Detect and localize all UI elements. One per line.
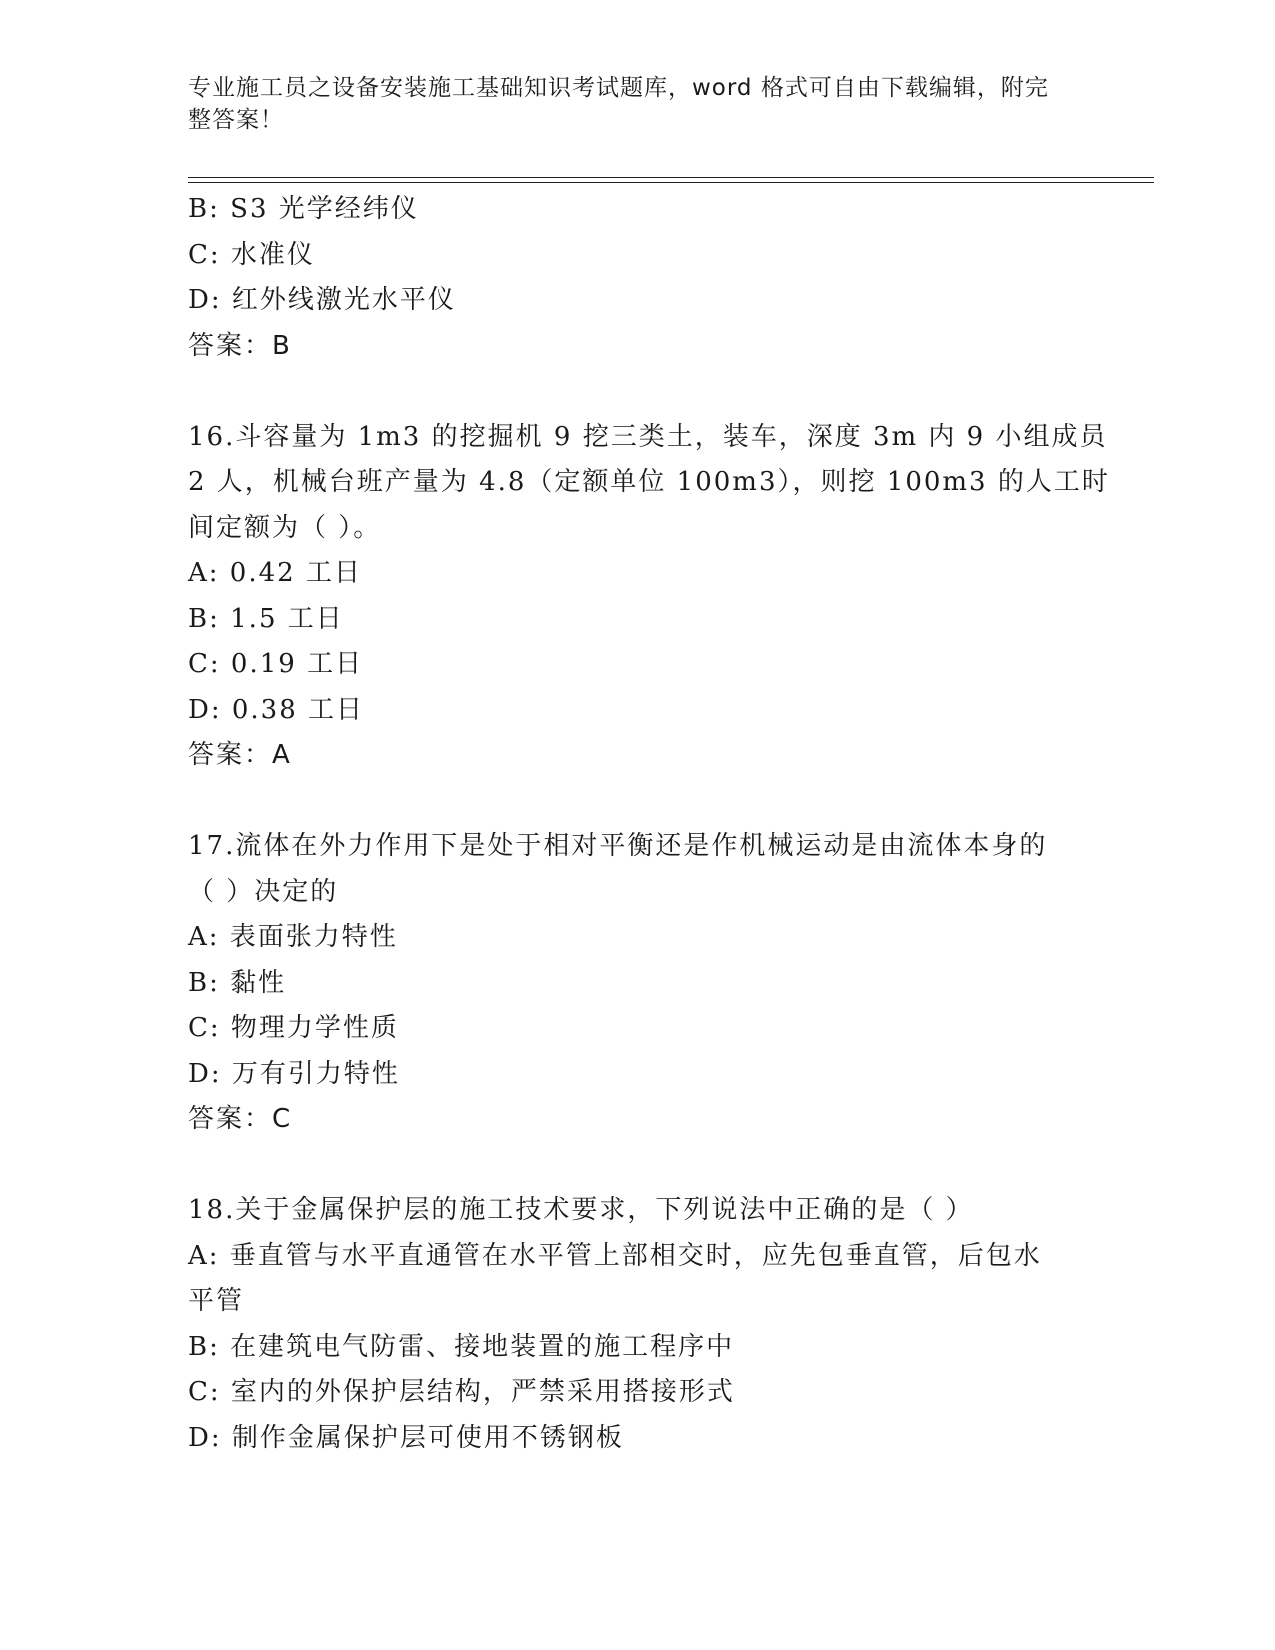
option-a-line-1: A: 垂直管与水平直通管在水平管上部相交时，应先包垂直管，后包水 bbox=[188, 1240, 1042, 1271]
option-b: B: 黏性 bbox=[188, 967, 287, 998]
question-18 bbox=[188, 1188, 1088, 1461]
question-text-line-2: 2 人，机械台班产量为 4.8（定额单位 100m3），则挖 100m3 的人工时 bbox=[188, 467, 1110, 497]
header-line-1: 专业施工员之设备安装施工基础知识考试题库，word 格式可自由下载编辑，附完 bbox=[188, 75, 1049, 101]
option-a-line-2: 平管 bbox=[188, 1286, 245, 1316]
option-c: C: 室内的外保护层结构，严禁采用搭接形式 bbox=[188, 1377, 735, 1407]
question-text-line-1: 18.关于金属保护层的施工技术要求，下列说法中正确的是（ ） bbox=[188, 1195, 974, 1225]
option-d: D: 0.38 工日 bbox=[188, 694, 365, 725]
document-header bbox=[188, 72, 1068, 136]
question-text-line-3: 间定额为（ ）。 bbox=[188, 512, 382, 543]
header-line-2: 整答案！ bbox=[188, 107, 284, 133]
answer-line: 答案：A bbox=[188, 740, 292, 770]
option-b: B: 1.5 工日 bbox=[188, 603, 344, 634]
spacer bbox=[188, 1143, 1088, 1189]
question-text-line-1: 17.流体在外力作用下是处于相对平衡还是作机械运动是由流体本身的 bbox=[188, 831, 1048, 861]
answer-line: 答案：C bbox=[188, 1104, 293, 1134]
option-c: C: 物理力学性质 bbox=[188, 1013, 399, 1043]
question-text-line-1: 16.斗容量为 1m3 的挖掘机 9 挖三类土，装车，深度 3m 内 9 小组成员 bbox=[188, 421, 1108, 452]
spacer bbox=[188, 779, 1088, 825]
spacer bbox=[188, 369, 1088, 415]
option-d: D: 万有引力特性 bbox=[188, 1058, 400, 1089]
option-b: B: 在建筑电气防雷、接地装置的施工程序中 bbox=[188, 1331, 735, 1362]
question-15 bbox=[188, 187, 1088, 369]
answer-line: 答案：B bbox=[188, 330, 292, 361]
option-a: A: 0.42 工日 bbox=[188, 558, 362, 588]
question-17 bbox=[188, 824, 1088, 1143]
question-16 bbox=[188, 415, 1110, 779]
option-d: D: 红外线激光水平仪 bbox=[188, 285, 456, 315]
header-divider-top bbox=[188, 177, 1154, 178]
option-a: A: 表面张力特性 bbox=[188, 922, 398, 952]
option-c: C: 水准仪 bbox=[188, 239, 315, 270]
header-divider-bottom bbox=[188, 182, 1154, 183]
question-text-line-2: （ ）决定的 bbox=[188, 876, 339, 907]
option-c: C: 0.19 工日 bbox=[188, 649, 364, 679]
option-b: B: S3 光学经纬仪 bbox=[188, 194, 419, 224]
question-content bbox=[188, 187, 1110, 1461]
option-d: D: 制作金属保护层可使用不锈钢板 bbox=[188, 1422, 624, 1453]
